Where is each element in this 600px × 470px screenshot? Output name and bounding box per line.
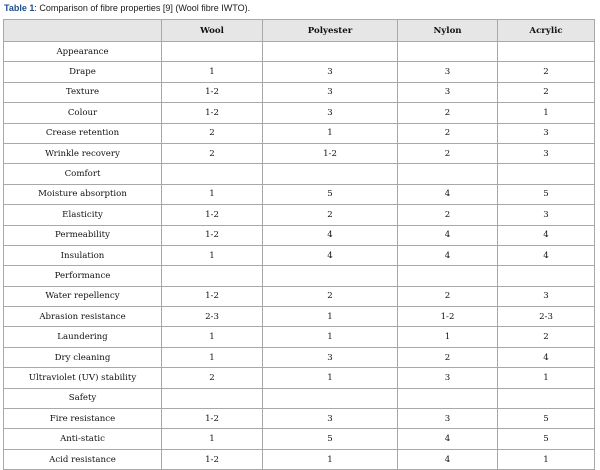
cell-polyester: 1-2 — [263, 143, 398, 163]
cell-polyester — [263, 388, 398, 408]
cell-property: Insulation — [4, 245, 162, 265]
cell-acrylic: 4 — [498, 245, 595, 265]
cell-property: Water repellency — [4, 286, 162, 306]
cell-wool: 2 — [162, 368, 263, 388]
cell-wool: 2 — [162, 143, 263, 163]
cell-wool — [162, 266, 263, 286]
cell-polyester: 5 — [263, 429, 398, 449]
section-label: Safety — [4, 388, 162, 408]
cell-property: Moisture absorption — [4, 184, 162, 204]
header-cell-property — [4, 20, 162, 42]
cell-wool: 1-2 — [162, 103, 263, 123]
table-row — [4, 82, 595, 102]
header-cell-wool: Wool — [162, 20, 263, 42]
cell-property: Dry cleaning — [4, 347, 162, 367]
cell-nylon: 2 — [398, 103, 498, 123]
cell-polyester: 5 — [263, 184, 398, 204]
table-row — [4, 429, 595, 449]
cell-nylon: 1 — [398, 327, 498, 347]
table-row — [4, 123, 595, 143]
cell-property: Fire resistance — [4, 409, 162, 429]
section-row — [4, 42, 595, 62]
section-row — [4, 164, 595, 184]
cell-nylon: 3 — [398, 409, 498, 429]
section-label: Comfort — [4, 164, 162, 184]
cell-wool: 1 — [162, 347, 263, 367]
cell-polyester: 3 — [263, 103, 398, 123]
header-cell-polyester: Polyester — [263, 20, 398, 42]
header-row — [4, 20, 595, 42]
cell-acrylic — [498, 266, 595, 286]
table-row — [4, 286, 595, 306]
cell-acrylic: 2 — [498, 327, 595, 347]
table-row — [4, 245, 595, 265]
table-caption-label: Table 1 — [4, 3, 35, 13]
header-cell-acrylic: Acrylic — [498, 20, 595, 42]
cell-wool — [162, 388, 263, 408]
cell-polyester: 4 — [263, 245, 398, 265]
cell-acrylic — [498, 164, 595, 184]
cell-wool: 1-2 — [162, 286, 263, 306]
table-row — [4, 143, 595, 163]
table-caption-text: : Comparison of fibre properties [9] (Wool fibre IWTO). — [34, 3, 251, 13]
cell-polyester: 4 — [263, 225, 398, 245]
cell-acrylic: 1 — [498, 368, 595, 388]
cell-property: Laundering — [4, 327, 162, 347]
cell-wool: 2-3 — [162, 307, 263, 327]
cell-polyester: 2 — [263, 205, 398, 225]
cell-acrylic: 3 — [498, 123, 595, 143]
cell-polyester: 3 — [263, 82, 398, 102]
cell-nylon: 1-2 — [398, 307, 498, 327]
cell-acrylic: 3 — [498, 286, 595, 306]
cell-nylon — [398, 266, 498, 286]
cell-wool — [162, 164, 263, 184]
cell-wool: 1-2 — [162, 82, 263, 102]
table-row — [4, 368, 595, 388]
table-row — [4, 307, 595, 327]
table-row — [4, 62, 595, 82]
cell-wool: 1 — [162, 245, 263, 265]
cell-property: Anti-static — [4, 429, 162, 449]
cell-nylon: 4 — [398, 184, 498, 204]
cell-acrylic: 1 — [498, 449, 595, 469]
cell-nylon: 2 — [398, 347, 498, 367]
table-header — [4, 20, 595, 42]
cell-nylon: 2 — [398, 286, 498, 306]
cell-nylon: 4 — [398, 449, 498, 469]
cell-nylon: 3 — [398, 368, 498, 388]
table-body — [4, 42, 595, 470]
cell-wool: 1-2 — [162, 205, 263, 225]
section-label: Performance — [4, 266, 162, 286]
cell-wool: 1-2 — [162, 409, 263, 429]
cell-nylon: 2 — [398, 205, 498, 225]
table-row — [4, 103, 595, 123]
cell-acrylic — [498, 42, 595, 62]
table-row — [4, 409, 595, 429]
fibre-comparison-table — [3, 19, 595, 470]
cell-polyester: 3 — [263, 347, 398, 367]
cell-wool: 1 — [162, 184, 263, 204]
cell-polyester — [263, 266, 398, 286]
cell-nylon: 3 — [398, 82, 498, 102]
cell-acrylic: 3 — [498, 143, 595, 163]
cell-property: Colour — [4, 103, 162, 123]
cell-acrylic: 3 — [498, 205, 595, 225]
cell-property: Crease retention — [4, 123, 162, 143]
cell-property: Elasticity — [4, 205, 162, 225]
cell-nylon: 4 — [398, 225, 498, 245]
header-cell-nylon: Nylon — [398, 20, 498, 42]
cell-property: Abrasion resistance — [4, 307, 162, 327]
table-row — [4, 347, 595, 367]
cell-property: Ultraviolet (UV) stability — [4, 368, 162, 388]
table-caption — [4, 3, 250, 13]
cell-polyester: 1 — [263, 368, 398, 388]
cell-acrylic: 1 — [498, 103, 595, 123]
cell-property: Texture — [4, 82, 162, 102]
cell-wool: 1 — [162, 327, 263, 347]
table-row — [4, 225, 595, 245]
section-label: Appearance — [4, 42, 162, 62]
table-row — [4, 184, 595, 204]
cell-nylon: 2 — [398, 123, 498, 143]
section-row — [4, 266, 595, 286]
cell-property: Acid resistance — [4, 449, 162, 469]
cell-polyester: 1 — [263, 123, 398, 143]
cell-wool: 1 — [162, 429, 263, 449]
table-row — [4, 449, 595, 469]
cell-acrylic: 5 — [498, 429, 595, 449]
cell-wool — [162, 42, 263, 62]
cell-nylon — [398, 388, 498, 408]
cell-polyester: 3 — [263, 409, 398, 429]
cell-wool: 1-2 — [162, 225, 263, 245]
cell-nylon: 4 — [398, 429, 498, 449]
cell-property: Wrinkle recovery — [4, 143, 162, 163]
cell-acrylic: 4 — [498, 225, 595, 245]
cell-acrylic: 4 — [498, 347, 595, 367]
cell-wool: 2 — [162, 123, 263, 143]
cell-polyester: 2 — [263, 286, 398, 306]
cell-acrylic — [498, 388, 595, 408]
cell-acrylic: 5 — [498, 184, 595, 204]
cell-nylon — [398, 42, 498, 62]
cell-acrylic: 2 — [498, 62, 595, 82]
cell-polyester: 1 — [263, 307, 398, 327]
cell-polyester — [263, 42, 398, 62]
cell-polyester: 1 — [263, 327, 398, 347]
cell-polyester: 3 — [263, 62, 398, 82]
cell-acrylic: 2 — [498, 82, 595, 102]
cell-wool: 1-2 — [162, 449, 263, 469]
cell-property: Drape — [4, 62, 162, 82]
cell-polyester: 1 — [263, 449, 398, 469]
table-row — [4, 205, 595, 225]
cell-wool: 1 — [162, 62, 263, 82]
section-row — [4, 388, 595, 408]
cell-nylon — [398, 164, 498, 184]
cell-polyester — [263, 164, 398, 184]
cell-acrylic: 2-3 — [498, 307, 595, 327]
cell-nylon: 3 — [398, 62, 498, 82]
table-row — [4, 327, 595, 347]
cell-nylon: 4 — [398, 245, 498, 265]
cell-acrylic: 5 — [498, 409, 595, 429]
cell-property: Permeability — [4, 225, 162, 245]
cell-nylon: 2 — [398, 143, 498, 163]
